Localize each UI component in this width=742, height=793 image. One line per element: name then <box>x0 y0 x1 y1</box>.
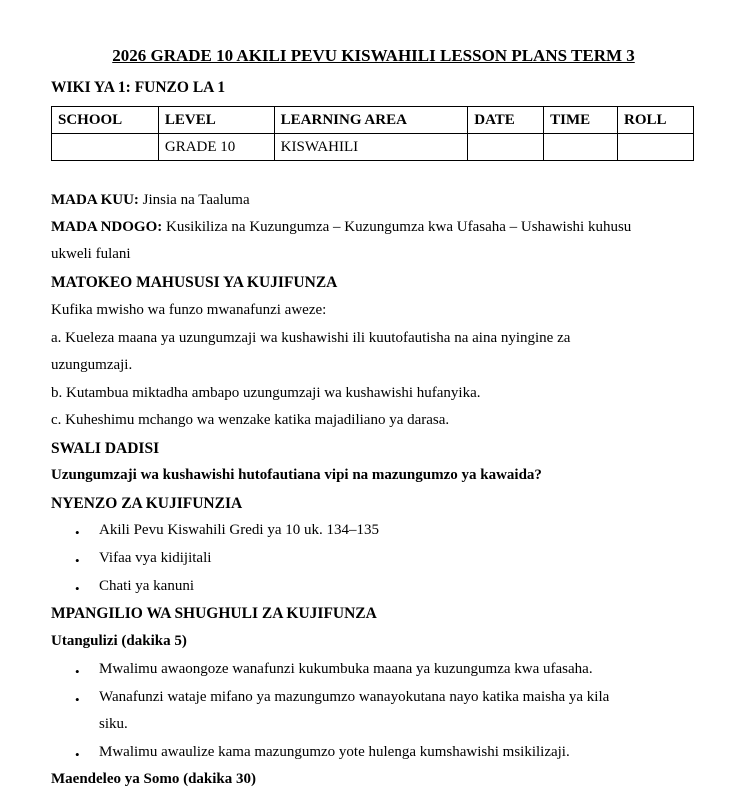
mada-kuu-line <box>51 192 250 209</box>
cell-level: GRADE 10 <box>158 134 274 161</box>
outcome-a-continuation: uzungumzaji. <box>51 357 133 373</box>
matokeo-heading: MATOKEO MAHUSUSI YA KUJIFUNZA <box>51 274 338 291</box>
cell-time <box>544 134 618 161</box>
utangulizi-item-continuation: siku. <box>99 716 128 732</box>
mada-kuu-label: MADA KUU: <box>51 192 139 208</box>
header-time: TIME <box>544 107 618 134</box>
nyenzo-item: Vifaa vya kidijitali <box>99 550 212 566</box>
bullet-icon: • <box>75 553 80 568</box>
cell-learning-area: KISWAHILI <box>274 134 468 161</box>
swali-question: Uzungumzaji wa kushawishi hutofautiana vipi na mazungumzo ya kawaida? <box>51 467 542 483</box>
bullet-icon: • <box>75 692 80 707</box>
bullet-icon: • <box>75 525 80 540</box>
table-row <box>52 134 694 161</box>
header-school: SCHOOL <box>52 107 159 134</box>
utangulizi-heading: Utangulizi (dakika 5) <box>51 633 187 649</box>
header-learning-area: LEARNING AREA <box>274 107 468 134</box>
outcome-a: a. Kueleza maana ya uzungumzaji wa kushawishi ili kuutofautisha na aina nyingine za <box>51 330 571 346</box>
header-level: LEVEL <box>158 107 274 134</box>
nyenzo-heading: NYENZO ZA KUJIFUNZIA <box>51 495 243 512</box>
bullet-icon: • <box>75 664 80 679</box>
mada-ndogo-line <box>51 219 631 236</box>
outcome-b: b. Kutambua miktadha ambapo uzungumzaji wa kushawishi hufanyika. <box>51 385 481 401</box>
nyenzo-item: Chati ya kanuni <box>99 578 194 594</box>
cell-date <box>468 134 544 161</box>
outcome-c: c. Kuheshimu mchango wa wenzake katika majadiliano ya darasa. <box>51 412 450 428</box>
mpangilio-heading: MPANGILIO WA SHUGHULI ZA KUJIFUNZA <box>51 605 377 622</box>
table-header-row <box>52 107 694 134</box>
mada-ndogo-label: MADA NDOGO: <box>51 219 163 235</box>
bullet-icon: • <box>75 581 80 596</box>
utangulizi-item: Mwalimu awaulize kama mazungumzo yote hulenga kumshawishi msikilizaji. <box>99 744 570 760</box>
matokeo-intro: Kufika mwisho wa funzo mwanafunzi aweze: <box>51 302 327 318</box>
header-date: DATE <box>468 107 544 134</box>
mada-ndogo-continuation: ukweli fulani <box>51 246 131 262</box>
lesson-info-table <box>51 106 694 161</box>
mada-kuu-value: Jinsia na Taaluma <box>142 192 250 208</box>
bullet-icon: • <box>75 747 80 762</box>
mada-ndogo-value: Kusikiliza na Kuzungumza – Kuzungumza kwa Ufasaha – Ushawishi kuhusu <box>166 219 632 235</box>
document-title: 2026 GRADE 10 AKILI PEVU KISWAHILI LESSON PLANS TERM 3 <box>112 46 635 65</box>
swali-heading: SWALI DADISI <box>51 440 160 457</box>
utangulizi-item: Wanafunzi wataje mifano ya mazungumzo wanayokutana nayo katika maisha ya kila <box>99 689 610 705</box>
maendeleo-heading: Maendeleo ya Somo (dakika 30) <box>51 771 257 787</box>
cell-roll <box>618 134 694 161</box>
utangulizi-item: Mwalimu awaongoze wanafunzi kukumbuka maana ya kuzungumza kwa ufasaha. <box>99 661 593 677</box>
week-lesson-heading: WIKI YA 1: FUNZO LA 1 <box>51 79 226 96</box>
nyenzo-item: Akili Pevu Kiswahili Gredi ya 10 uk. 134–135 <box>99 522 379 538</box>
header-roll: ROLL <box>618 107 694 134</box>
cell-school <box>52 134 159 161</box>
